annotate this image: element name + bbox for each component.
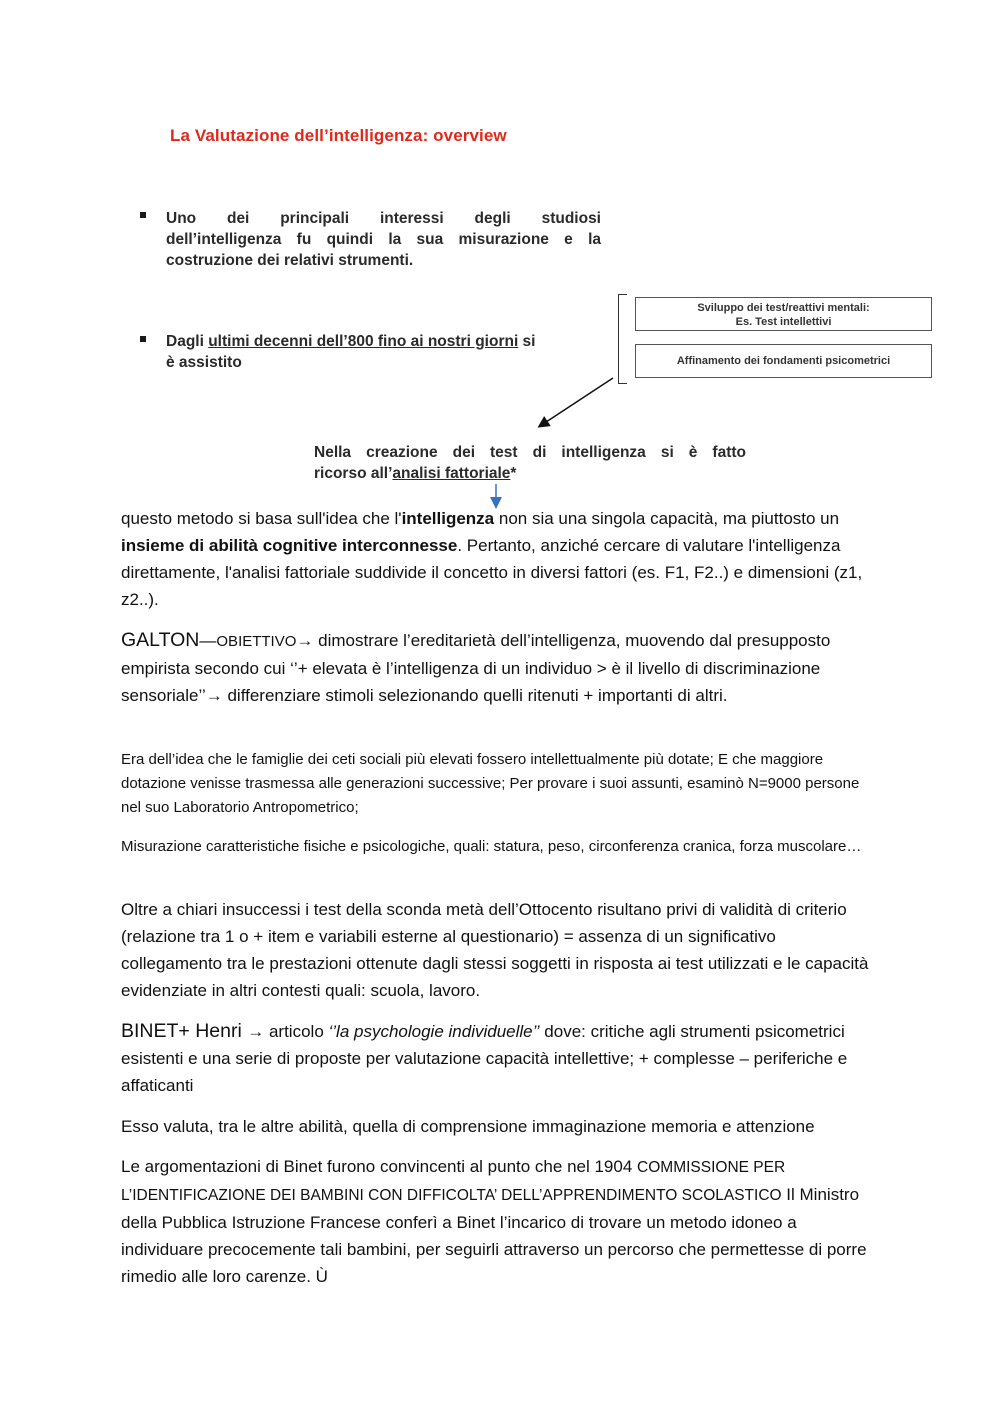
arrow-icon: → [296, 631, 314, 650]
arrow-icon: → [205, 686, 223, 705]
conclusion-line1: Nella creazione dei test di intelligenza si è fatto [314, 444, 746, 461]
slide-title: La Valutazione dell’intelligenza: overview [170, 126, 507, 145]
bold-run: intelligenza [401, 509, 495, 528]
box-psychometric-foundations: Affinamento dei fondamenti psicometrici [635, 344, 932, 378]
text-run: dimostrare l’ereditarietà dell’intelligenza, muovendo dal presupposto empirista secondo cui ‘’+ elevata è l’intelligenza di un individuo > è il livello di discriminazione sensoriale’’ [121, 631, 831, 705]
paragraph-abilities: Esso valuta, tra le altre abilità, quella di comprensione immaginazione memoria e attenzione [121, 1117, 815, 1136]
bullet2-line2: è assistito [166, 354, 242, 371]
text-run: non sia una singola capacità, ma piuttosto un [494, 509, 840, 528]
bullet2-text: Dagli [166, 333, 209, 350]
conclusion-text: * [510, 465, 517, 482]
bullet1-line: Uno dei principali interessi degli studiosi [166, 210, 601, 227]
commission-name: COMMISSIONE PER L’IDENTIFICAZIONE DEI BAMBINI CON DIFFICOLTA’ DELL’APPRENDIMENTO SCOLASTICO [121, 1159, 786, 1204]
conclusion-text: ricorso all’ [314, 465, 393, 482]
text-run: questo metodo si basa sull'idea che l' [121, 509, 402, 528]
binet-name: BINET+ Henri [121, 1020, 248, 1042]
bullet-marker [140, 212, 150, 222]
paragraph-measurements: Misurazione caratteristiche fisiche e psicologiche, quali: statura, peso, circonferenza cranica, forza muscolare… [121, 838, 862, 855]
conclusion-underlined: analisi fattoriale [392, 465, 511, 482]
text-run: — [199, 631, 217, 650]
paragraph-validity: Oltre a chiari insuccessi i test della sconda metà dell’Ottocento risultano privi di validità di criterio (relazione tra 1 o + item e variabili esterne al questionario) = assenza di un significativo collegamento tra le prestazioni ottenute dagli stessi soggetti in risposta ai test utilizzati e le capacità evidenziate in altri contesti quali: scuola, lavoro. [121, 900, 869, 1000]
text-run: . Pertanto, anziché cercare di valutare l'intelligenza direttamente, l'analisi fattoriale suddivide il concetto in diversi fattori (es. F1, F2..) e dimensioni (z1, z2..). [121, 536, 863, 609]
text-run: Il Ministro della Pubblica Istruzione Francese conferì a Binet l’incarico di trovare un metodo idoneo a individuare precocemente tali bambini, per seguirli attraverso un percorso che permettesse di porre rimedio alle loro carenze. Ù [121, 1185, 867, 1286]
italic-title: ‘’la psychologie individuelle’’ [328, 1022, 540, 1041]
text-run: dove: critiche agli strumenti psicometrici esistenti e una serie di proposte per valutazione capacità intellettive; + complesse – periferiche e affaticanti [121, 1022, 848, 1095]
box1-line1: Sviluppo dei test/reattivi mentali: [697, 302, 870, 314]
slide-bullet-2 [166, 331, 606, 373]
paragraph-galton [121, 627, 881, 709]
slide-bullet-1 [166, 208, 601, 271]
box1-line2: Es. Test intellettivi [735, 316, 832, 328]
bracket [618, 294, 627, 384]
obiettivo-label: OBIETTIVO [216, 633, 297, 650]
bullet2-text: si [518, 333, 536, 350]
arrow-icon: → [247, 1022, 265, 1041]
slide-conclusion [314, 442, 746, 484]
bullet2-underlined: ultimi decenni dell’800 fino ai nostri giorni [208, 333, 519, 350]
paragraph-factor-analysis [121, 505, 881, 613]
bullet1-line: dell’intelligenza fu quindi la sua misurazione e la [166, 231, 601, 248]
galton-name: GALTON [121, 629, 200, 651]
text-run: differenziare stimoli selezionando quelli ritenuti + importanti di altri. [222, 686, 728, 705]
bold-run: insieme di abilità cognitive interconnesse [121, 536, 458, 555]
box-test-development [635, 297, 932, 331]
paragraph-galton-families: Era dell’idea che le famiglie dei ceti sociali più elevati fossero intellettualmente più dotate; E che maggiore dotazione venisse trasmessa alle generazioni successive; Per provare i suoi assunti, esaminò N=9000 persone nel suo Laboratorio Antropometrico; [121, 751, 860, 816]
paragraph-binet [121, 1018, 881, 1099]
paragraph-commission [121, 1153, 881, 1290]
bullet1-line: costruzione dei relativi strumenti. [166, 252, 414, 269]
text-run: articolo [264, 1022, 329, 1041]
bullet-marker [140, 336, 150, 346]
text-run: Le argomentazioni di Binet furono convincenti al punto che nel 1904 [121, 1157, 638, 1176]
diagonal-arrow [540, 378, 613, 426]
